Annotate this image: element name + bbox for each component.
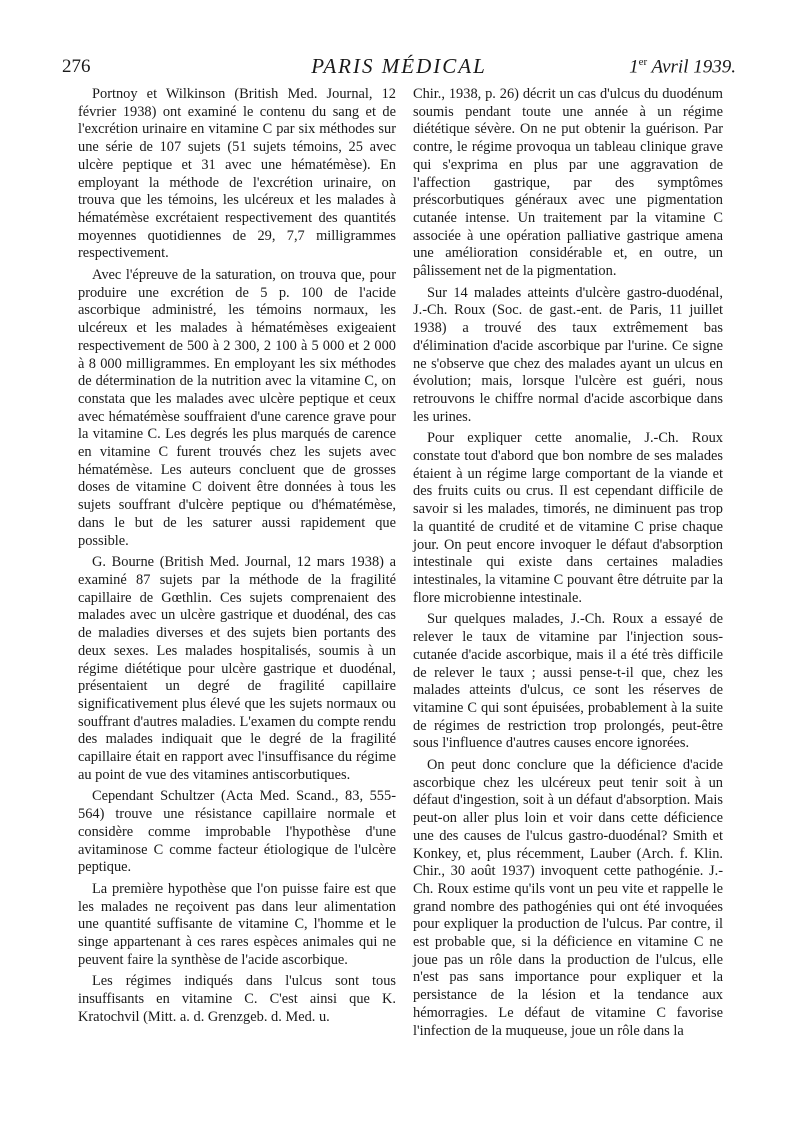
issue-date-day: 1 <box>629 56 639 78</box>
issue-date-rest: Avril 1939. <box>647 56 736 78</box>
paragraph: G. Bourne (British Med. Journal, 12 mars 1938) a examiné 87 sujets par la méthode de la fragilité capillaire de Gœthlin. Ces sujets comprenaient des malades avec un ulcère gastrique et duodénal, des cas de maladies diverses et des sujets bien portants des deux sexes. Les malades hospitalisés, soumis à un régime diététique pour ulcère gastrique et duodénal, présentaient un degré de fragilité capillaire significativement plus élevé que les sujets normaux ou souffrant d'autres maladies. L'examen du compte rendu des malades indiquait que le degré de la fragilité capillaire était en rapport avec l'insuffisance du régime au point de vue des vitamines antiscorbutiques. <box>78 554 396 783</box>
paragraph: Les régimes indiqués dans l'ulcus sont tous insuffisants en vitamine C. C'est ainsi que K. Kratochvil (Mitt. a. d. Grenzgeb. d. Med. u. <box>78 973 396 1025</box>
right-column <box>413 86 723 1040</box>
journal-title: PARIS MÉDICAL <box>311 54 487 78</box>
paragraph: Avec l'épreuve de la saturation, on trouva que, pour produire une excrétion de 5 p. 100 de l'acide ascorbique administré, les témoins normaux, les ulcéreux et les malades à hématémèses exigeaient respectivement de 500 à 2 300, 2 100 à 5 000 et 2 000 à 8 000 milligrammes. En employant les six méthodes de détermination de la nutrition avec la vitamine C, on constata que les malades avec ulcère peptique et ceux avec hématémèse souffraient d'une carence grave pour la vitamine C. Les degrés les plus marqués de carence en vitamine C furent trouvés chez les sujets avec hématémèse. Les auteurs concluent que de grosses doses de vitamine C doivent être données à tous les sujets souffrant d'ulcère peptique ou d'hématémèse, dans le but de les saturer aussi rapidement que possible. <box>78 267 396 549</box>
page-number: 276 <box>62 56 91 77</box>
paragraph: On peut donc conclure que la déficience d'acide ascorbique chez les ulcéreux peut tenir soit à un défaut d'ingestion, soit à un défaut d'absorption. Mais peut-on aller plus loin et voir dans cette déficience une des causes de l'ulcus gastro-duodénal? Smith et Konkey, et, plus récemment, Lauber (Arch. f. Klin. Chir., 30 août 1937) invoquent cette pathogénie. J.-Ch. Roux estime qu'ils vont un peu vite et rappelle le grand nombre des pathogénies qui ont été invoquées pour expliquer la production de l'ulcus. Par contre, il est probable que, si la déficience en vitamine C ne joue pas un rôle dans la production de l'ulcus, elle n'est pas sans importance pour expliquer et la persistance de la lésion et la tendance aux hémorragies. Le défaut de vitamine C favorise l'infection de la muqueuse, joue un rôle dans la <box>413 757 723 1039</box>
issue-date <box>629 56 736 78</box>
paragraph: Cependant Schultzer (Acta Med. Scand., 83, 555-564) trouve une résistance capillaire normale et considère comme improbable l'hypothèse d'une avitaminose C comme facteur étiologique de l'ulcère peptique. <box>78 788 396 876</box>
paragraph: Portnoy et Wilkinson (British Med. Journal, 12 février 1938) ont examiné le contenu du sang et de l'excrétion urinaire en vitamine C par six méthodes sur une série de 107 sujets (51 sujets témoins, 25 avec ulcère peptique et 31 avec une hématémèse). En employant la méthode de l'excrétion urinaire, on trouva que les témoins, les ulcéreux et les malades à hématémèse excrétaient respectivement des quantités moyennes quotidiennes de 29, 7,7 milligrammes respectivement. <box>78 86 396 262</box>
running-header <box>62 52 736 82</box>
left-column <box>78 86 396 1027</box>
paragraph: Sur quelques malades, J.-Ch. Roux a essayé de relever le taux de vitamine par l'injection sous-cutanée d'acide ascorbique, mais il a été très difficile de relever le taux ; aussi pense-t-il que, chez les malades atteints d'ulcus, ce sont les réserves de vitamine C qui sont épuisées, probablement à la suite de régimes de restriction trop prolongés, peut-être sous l'influence d'autres causes encore ignorées. <box>413 611 723 752</box>
issue-date-suffix: er <box>638 56 648 68</box>
paragraph: Pour expliquer cette anomalie, J.-Ch. Roux constate tout d'abord que bon nombre de ses malades étaient à un régime large comportant de la viande et des fruits cuits ou crus. Il est cependant difficile de savoir si les malades, timorés, ne diminuent pas trop la quantité de crudité et de vitamine C prise chaque jour. On peut encore invoquer le défaut d'absorption intestinale qui existe dans certaines maladies intestinales, la vitamine C pouvant être détruite par la flore microbienne intestinale. <box>413 430 723 606</box>
paragraph-continued: Chir., 1938, p. 26) décrit un cas d'ulcus du duodénum soumis pendant toute une année à un régime diététique sévère. On ne put obtenir la guérison. Par contre, le régime provoqua un tableau clinique grave qui s'exprima en plus par une aggravation de l'affection gastrique, par des symptômes préscorbutiques généraux avec une pigmentation cutanée intense. Un traitement par la vitamine C associée à une opération palliative gastrique amena une amélioration considérable et, en outre, un pâlissement net de la pigmentation. <box>413 86 723 280</box>
paragraph: La première hypothèse que l'on puisse faire est que les malades ne reçoivent pas dans leur alimentation une quantité suffisante de vitamine C, l'homme et le singe appartenant à ces rares espèces animales qui ne peuvent faire la synthèse de l'acide ascorbique. <box>78 880 396 968</box>
paragraph: Sur 14 malades atteints d'ulcère gastro-duodénal, J.-Ch. Roux (Soc. de gast.-ent. de Paris, 11 juillet 1938) a trouvé des taux extrêmement bas d'élimination d'acide ascorbique par l'urine. Ce signe ne s'observe que chez des malades ayant un ulcus en évolution; mais, lorsque l'ulcère est guéri, nous retrouvons le chiffre normal d'acide ascorbique dans les urines. <box>413 284 723 425</box>
